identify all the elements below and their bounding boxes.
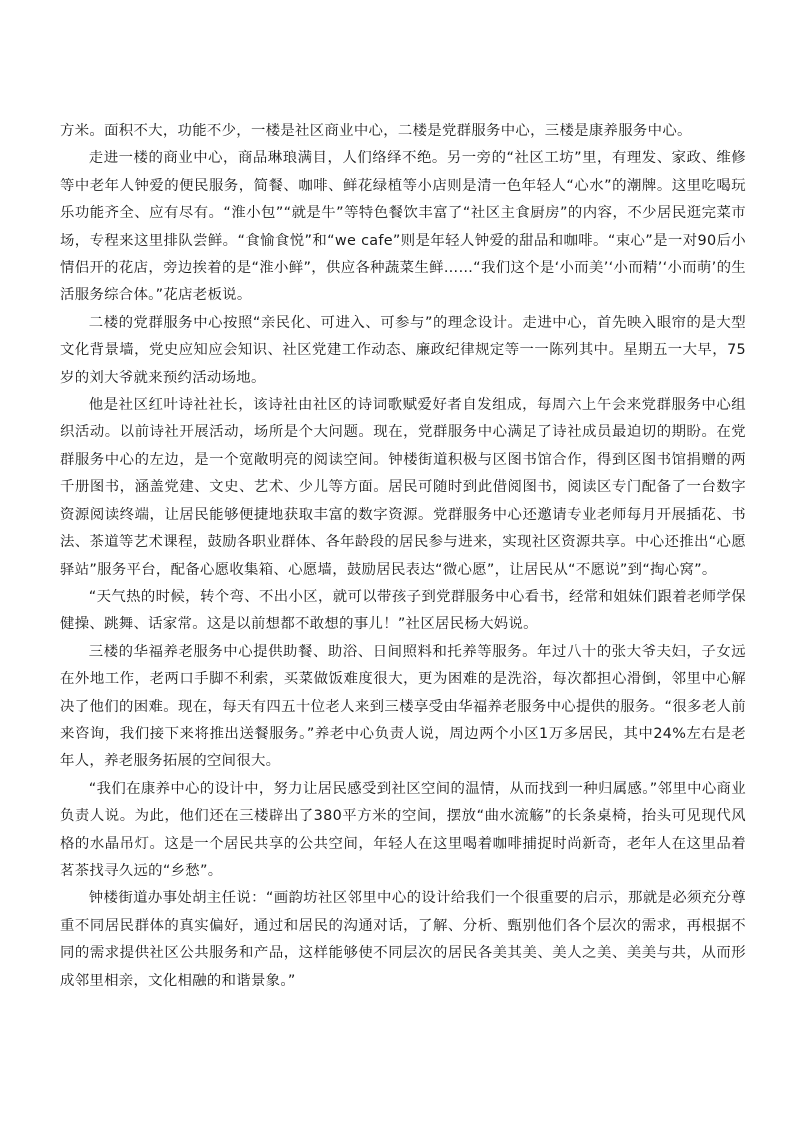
paragraph-resident-quote: “天气热的时候，转个弯、不出小区，就可以带孩子到党群服务中心看书，经常和姐妹们跟着老师学保健操、跳舞、话家常。这是以前想都不敢想的事儿！”社区居民杨大妈说。 — [60, 588, 746, 633]
paragraph-elderly-care: 三楼的华福养老服务中心提供助餐、助浴、日间照料和托养等服务。年过八十的张大爷夫妇，子女远在外地工作，老两口手脚不利索，买菜做饭难度很大，更为困难的是洗浴，每次都担心滑倒，邻里中心解决了他们的困难。现在，每天有四五十位老人来到三楼享受由华福养老服务中心提供的服务。“很多老人前来咨询，我们接下来将推出送餐服务。”养老中心负责人说，周边两个小区1万多居民，其中24%左右是老年人，养老服务拓展的空间很大。 — [60, 643, 746, 770]
paragraph-poetry-society: 他是社区红叶诗社社长，该诗社由社区的诗词歌赋爱好者自发组成，每周六上午会来党群服务中心组织活动。以前诗社开展活动，场所是个大问题。现在，党群服务中心满足了诗社成员最迫切的期盼。在党群服务中心的左边，是一个宽敞明亮的阅读空间。钟楼街道积极与区图书馆合作，得到区图书馆捐赠的两千册图书，涵盖党建、文史、艺术、少儿等方面。居民可随时到此借阅图书，阅读区专门配备了一台数字资源阅读终端，让居民能够便捷地获取丰富的数字资源。党群服务中心还邀请专业老师每月开展插花、书法、茶道等艺术课程，鼓励各职业群体、各年龄段的居民参与进来，实现社区资源共享。中心还推出“心愿驿站”服务平台，配备心愿收集箱、心愿墙，鼓励居民表达“微心愿”，让居民从“不愿说”到“掏心窝”。 — [60, 397, 746, 578]
paragraph-commercial-center: 走进一楼的商业中心，商品琳琅满目，人们络绎不绝。另一旁的“社区工坊”里，有理发、家政、维修等中老年人钟爱的便民服务，简餐、咖啡、鲜花绿植等小店则是清一色年轻人“心水”的潮牌。这里吃喝玩乐功能齐全、应有尽有。“淮小包”“就是牛”等特色餐饮丰富了“社区主食厨房”的内容，不少居民逛完菜市场，专程来这里排队尝鲜。“食愉食悦”和“we cafe”则是年轻人钟爱的甜品和咖啡。“束心”是一对90后小情侣开的花店，旁边挨着的是“淮小鲜”，供应各种蔬菜生鲜……“我们这个是‘小而美’‘小而精’‘小而萌’的生活服务综合体。”花店老板说。 — [60, 150, 746, 304]
paragraph-public-space: “我们在康养中心的设计中，努力让居民感受到社区空间的温情，从而找到一种归属感。”邻里中心商业负责人说。为此，他们还在三楼辟出了380平方米的空间，摆放“曲水流觞”的长条桌椅，抬头可见现代风格的水晶吊灯。这是一个居民共享的公共空间，年轻人在这里喝着咖啡捕捉时尚新奇，老年人在这里品着茗茶找寻久远的“乡愁”。 — [60, 780, 746, 879]
paragraph-party-service-center: 二楼的党群服务中心按照“亲民化、可进入、可参与”的理念设计。走进中心，首先映入眼帘的是大型文化背景墙，党史应知应会知识、社区党建工作动态、廉政纪律规定等一一陈列其中。星期五一大早，75岁的刘大爷就来预约活动场地。 — [60, 314, 746, 386]
article-body — [60, 118, 746, 995]
paragraph-director-quote: 钟楼街道办事处胡主任说：“画韵坊社区邻里中心的设计给我们一个很重要的启示，那就是必须充分尊重不同居民群体的真实偏好，通过和居民的沟通对话，了解、分析、甄别他们各个层次的需求，再根据不同的需求提供社区公共服务和产品，这样能够使不同层次的居民各美其美、美人之美、美美与共，从而形成邻里相亲，文化相融的和谐景象。” — [60, 890, 746, 989]
paragraph-continuation: 方米。面积不大，功能不少，一楼是社区商业中心，二楼是党群服务中心，三楼是康养服务中心。 — [60, 123, 692, 139]
